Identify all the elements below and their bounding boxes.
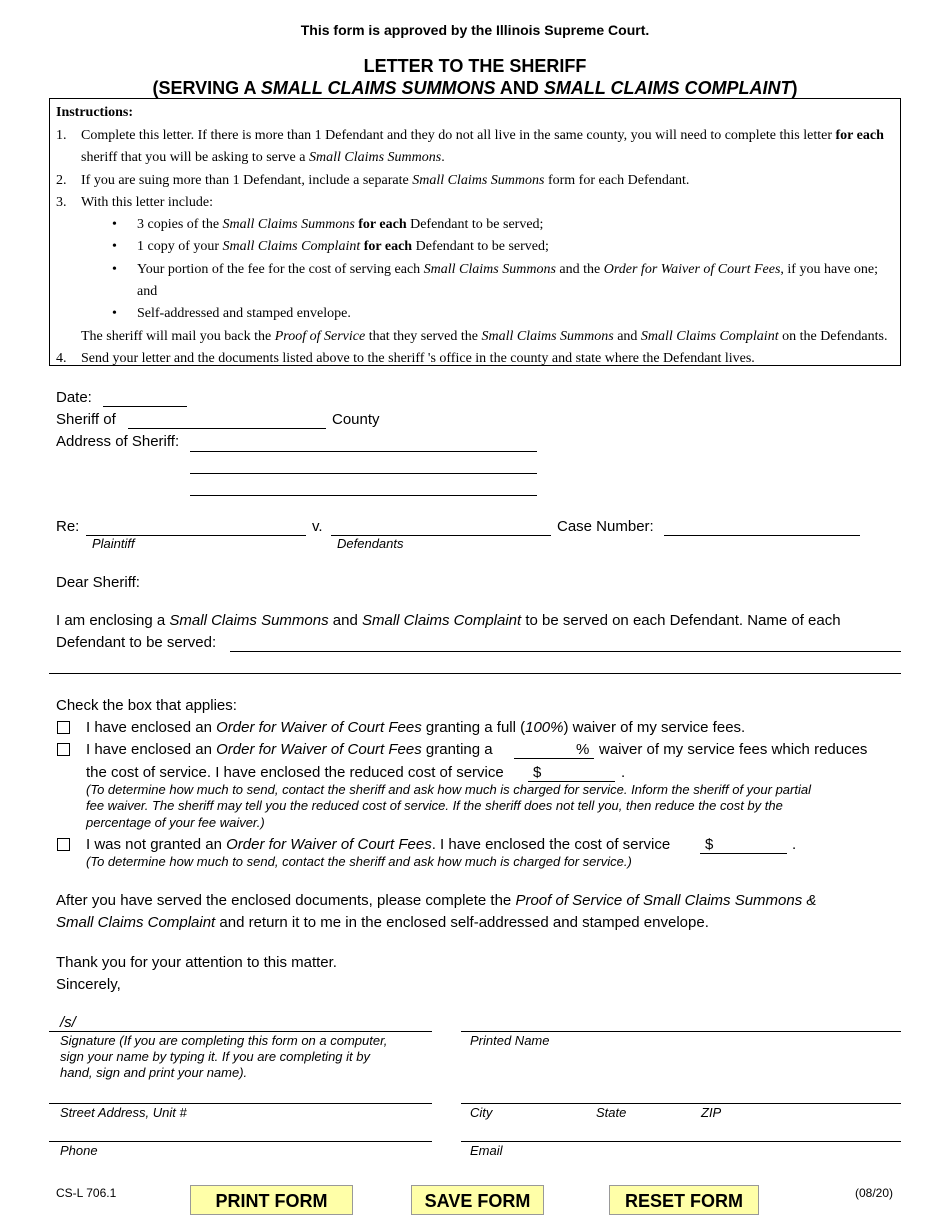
street-address-caption: Street Address, Unit # — [60, 1105, 187, 1120]
plaintiff-caption: Plaintiff — [92, 536, 135, 551]
note-italic: Proof of Service — [274, 329, 366, 344]
phone-caption: Phone — [60, 1143, 98, 1158]
bullet-italic: Small Claims Summons — [222, 217, 355, 232]
period: . — [792, 836, 797, 853]
form-subtitle — [0, 78, 950, 99]
instruction-text: With this letter include: — [81, 195, 214, 210]
subtitle-part: AND — [495, 78, 544, 98]
instructions-heading: Instructions: — [56, 105, 134, 120]
bullet-text: Your portion of the fee for the cost of serving each — [137, 262, 424, 277]
after-service-paragraph-cont — [56, 914, 709, 931]
reduced-cost-text: the cost of service. I have enclosed the reduced cost of service — [86, 764, 504, 781]
street-address-line[interactable] — [49, 1103, 432, 1104]
case-number-label: Case Number: — [557, 518, 654, 535]
subtitle-part: ) — [791, 78, 798, 98]
instruction-bold: for each — [835, 128, 884, 143]
instruction-number: 1. — [56, 128, 67, 143]
address-of-sheriff-label: Address of Sheriff: — [56, 433, 180, 450]
dollar-sign: $ — [533, 764, 542, 781]
revision-date: (08/20) — [855, 1186, 894, 1200]
caption-line: hand, sign and print your name). — [60, 1065, 248, 1080]
printed-name-line[interactable] — [461, 1031, 901, 1032]
bullet-text: Defendant to be served; — [406, 217, 544, 232]
dollar-sign: $ — [705, 836, 714, 853]
bullet-icon: • — [112, 239, 117, 254]
approval-notice: This form is approved by the Illinois Supreme Court. — [300, 22, 650, 38]
option-text: I was not granted an — [86, 836, 227, 853]
option-text: I have enclosed an — [86, 719, 217, 736]
sheriff-county-input[interactable] — [128, 412, 326, 429]
save-form-button[interactable]: SAVE FORM — [411, 1185, 544, 1215]
bullet-text: and the — [555, 262, 604, 277]
note-text: on the Defendants. — [778, 329, 888, 344]
sheriff-address-line1[interactable] — [190, 435, 537, 452]
defendant-to-serve-label: Defendant to be served: — [56, 634, 217, 651]
instruction-text: Complete this letter. If there is more than 1 Defendant and they do not all live in the same county, you will need to complete this letter — [81, 128, 836, 143]
note-italic: Small Claims Summons — [481, 329, 614, 344]
case-number-input[interactable] — [664, 519, 860, 536]
partial-waiver-checkbox[interactable] — [57, 743, 70, 756]
paragraph-text: I am enclosing a — [56, 612, 170, 629]
paragraph-text: After you have served the enclosed documents, please complete the — [56, 892, 516, 909]
bullet-text: , if you have one; — [780, 262, 879, 277]
phone-line[interactable] — [49, 1141, 432, 1142]
option-italic: Order for Waiver of Court Fees — [216, 741, 422, 758]
bullet-bold: for each — [360, 239, 413, 254]
note-text: and — [613, 329, 641, 344]
signature-value[interactable]: /s/ — [60, 1014, 76, 1031]
bullet-icon: • — [112, 217, 117, 232]
bullet-text: Defendant to be served; — [412, 239, 549, 254]
printed-name-caption: Printed Name — [470, 1033, 550, 1048]
thank-you-line: Thank you for your attention to this matter. — [56, 954, 337, 971]
partial-waiver-note-1: (To determine how much to send, contact the sheriff and ask how much is charged for service. Inform the sheriff of your partial — [86, 782, 811, 797]
instruction-italic: Small Claims Summons — [308, 150, 442, 165]
partial-waiver-note-2: fee waiver. The sheriff may tell you the reduced cost of service. If the sheriff does not tell you, then reduce the cost by the — [86, 798, 783, 813]
instructions-box — [49, 98, 901, 366]
instruction-text: . — [441, 150, 445, 165]
after-service-paragraph — [56, 892, 816, 909]
enclosing-paragraph — [56, 612, 841, 629]
bullet-text: 3 copies of the — [137, 217, 223, 232]
check-instruction: Check the box that applies: — [56, 697, 237, 714]
county-label: County — [332, 411, 380, 428]
sheriff-address-line3[interactable] — [190, 479, 537, 496]
print-form-button[interactable]: PRINT FORM — [190, 1185, 353, 1215]
service-cost-input[interactable] — [700, 837, 787, 854]
note-text: that they served the — [365, 329, 482, 344]
instruction-number: 3. — [56, 195, 67, 210]
defendants-input[interactable] — [331, 519, 551, 536]
no-waiver-note: (To determine how much to send, contact the sheriff and ask how much is charged for service.) — [86, 854, 632, 869]
signature-caption — [60, 1033, 387, 1081]
instruction-number: 4. — [56, 351, 67, 366]
defendants-caption: Defendants — [337, 536, 404, 551]
sheriff-of-label: Sheriff of — [56, 411, 116, 428]
option-text: granting a full ( — [421, 719, 526, 736]
instruction-text: If you are suing more than 1 Defendant, include a separate — [81, 173, 413, 188]
paragraph-text: to be served on each Defendant. Name of each — [521, 612, 841, 629]
bullet-italic: Small Claims Complaint — [222, 239, 361, 254]
full-waiver-text — [86, 719, 745, 736]
date-label: Date: — [56, 389, 92, 406]
salutation: Dear Sheriff: — [56, 574, 140, 591]
closing: Sincerely, — [56, 976, 121, 993]
partial-waiver-note-3: percentage of your fee waiver.) — [86, 815, 265, 830]
percent-sign: % — [576, 741, 590, 758]
instruction-text: Send your letter and the documents listed above to the sheriff 's office in the county and state where the Defendant lives. — [81, 351, 755, 366]
reduced-cost-input[interactable] — [528, 765, 615, 782]
bullet-italic: Small Claims Summons — [423, 262, 556, 277]
plaintiff-input[interactable] — [86, 519, 306, 536]
instruction-text: form for each Defendant. — [544, 173, 690, 188]
state-caption: State — [596, 1105, 627, 1120]
paragraph-text: and return it to me in the enclosed self-addressed and stamped envelope. — [215, 914, 709, 931]
paragraph-italic: Small Claims Complaint — [361, 612, 522, 629]
no-waiver-text — [86, 836, 670, 853]
signature-line — [49, 1031, 432, 1032]
city-state-zip-line[interactable] — [461, 1103, 901, 1104]
subtitle-part-italic: SMALL CLAIMS COMPLAINT — [543, 78, 792, 98]
email-caption: Email — [470, 1143, 503, 1158]
form-title: LETTER TO THE SHERIFF — [363, 56, 587, 76]
bullet-bold: for each — [354, 217, 407, 232]
sheriff-address-line2[interactable] — [190, 457, 537, 474]
zip-caption: ZIP — [701, 1105, 722, 1120]
caption-line: Signature (If you are completing this form on a computer, — [60, 1033, 388, 1048]
instruction-number: 2. — [56, 173, 67, 188]
re-label: Re: — [56, 518, 80, 535]
reset-form-button[interactable]: RESET FORM — [609, 1185, 759, 1215]
full-waiver-checkbox[interactable] — [57, 721, 70, 734]
note-italic: Small Claims Complaint — [640, 329, 779, 344]
subtitle-part-italic: SMALL CLAIMS SUMMONS — [260, 78, 496, 98]
date-input[interactable] — [103, 390, 187, 407]
paragraph-italic: Small Claims Complaint — [56, 914, 216, 931]
option-italic: Order for Waiver of Court Fees — [216, 719, 422, 736]
option-italic: 100% — [525, 719, 564, 736]
option-text: I have enclosed an — [86, 741, 217, 758]
no-waiver-checkbox[interactable] — [57, 838, 70, 851]
option-italic: Order for Waiver of Court Fees — [226, 836, 432, 853]
versus-label: v. — [312, 518, 323, 535]
note-text: The sheriff will mail you back the — [81, 329, 275, 344]
bullet-text: Self-addressed and stamped envelope. — [137, 306, 351, 321]
instruction-italic: Small Claims Summons — [412, 173, 545, 188]
option-text: ) waiver of my service fees. — [563, 719, 746, 736]
partial-waiver-text — [86, 741, 493, 758]
defendant-names-input[interactable] — [230, 635, 901, 652]
option-text: granting a — [421, 741, 493, 758]
option-text: . I have enclosed the cost of service — [431, 836, 671, 853]
email-line[interactable] — [461, 1141, 901, 1142]
period: . — [621, 764, 626, 781]
bullet-icon: • — [112, 262, 117, 277]
bullet-text: and — [137, 284, 158, 299]
caption-line: sign your name by typing it. If you are completing it by — [60, 1049, 370, 1064]
form-code: CS-L 706.1 — [56, 1186, 117, 1200]
bullet-icon: • — [112, 306, 117, 321]
city-caption: City — [470, 1105, 493, 1120]
bullet-text: 1 copy of your — [137, 239, 223, 254]
defendant-names-input-line2[interactable] — [49, 657, 901, 674]
partial-waiver-text-cont: waiver of my service fees which reduces — [599, 741, 868, 758]
paragraph-italic: Proof of Service of Small Claims Summons & — [515, 892, 817, 909]
subtitle-part: (SERVING A — [152, 78, 261, 98]
instruction-text: sheriff that you will be asking to serve a — [81, 150, 309, 165]
paragraph-text: and — [328, 612, 362, 629]
bullet-italic: Order for Waiver of Court Fees — [603, 262, 781, 277]
paragraph-italic: Small Claims Summons — [169, 612, 329, 629]
